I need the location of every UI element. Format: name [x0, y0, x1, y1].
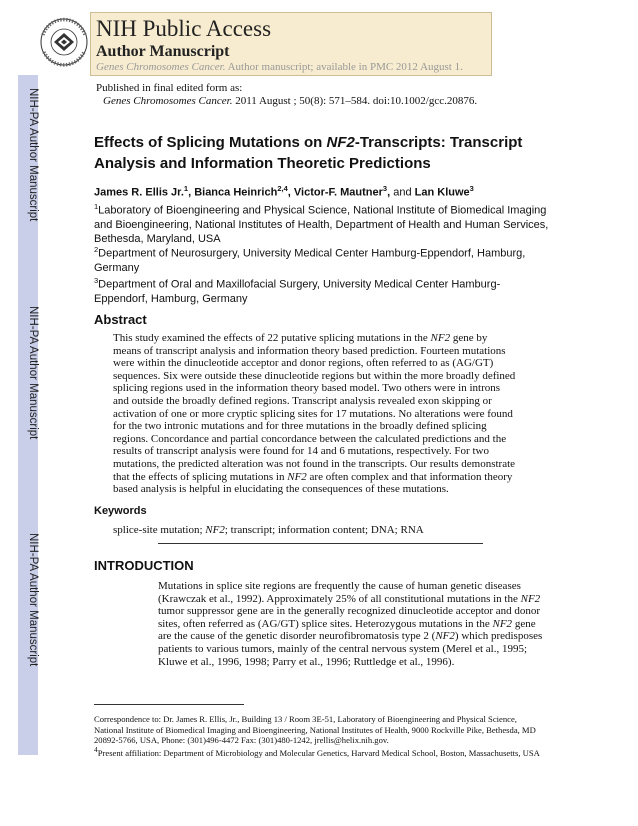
affiliation-3	[94, 274, 554, 306]
intro-part-3: gene are the cause of the genetic disorder neurofibromatosis type 2 (	[158, 617, 536, 643]
author-name: James R. Ellis Jr.	[94, 186, 184, 199]
affiliation-1	[94, 200, 554, 246]
authors-and: and	[393, 186, 415, 199]
affiliation-sup: 2	[94, 245, 99, 254]
nih-public-access-title: NIH Public Access	[96, 16, 272, 41]
sidebar-label-1: NIH-PA Author Manuscript	[27, 88, 39, 222]
keywords-part-1: splice-site mutation;	[113, 524, 206, 536]
affiliation-text: Department of Neurosurgery, University Medical Center Hamburg-Eppendorf, Hamburg, Germany	[94, 247, 526, 274]
abstract-part-3: are often complex and that information theory based analysis is helpful in elucidating the consequences of these mutations.	[113, 470, 513, 496]
author-name: Bianca Heinrich	[194, 186, 278, 199]
footnote-sup: 4	[94, 745, 98, 754]
citation-journal: Genes Chromosomes Cancer.	[103, 95, 233, 107]
affiliation-text: Laboratory of Bioengineering and Physical Science, National Institute of Biomedical Imaging and Bioengineering, National Institutes of Health, Department of Health and Human Services, Bethesda, Maryland, USA	[94, 204, 549, 245]
author-sup: 3	[382, 184, 388, 193]
sidebar-label-3: NIH-PA Author Manuscript	[27, 533, 39, 667]
intro-part-1: Mutations in splice site regions are frequently the cause of human genetic diseases (Krawczak et al., 1992). Approximately 25% of all constitutional mutations in the	[158, 580, 521, 605]
footnote-text: Present affiliation: Department of Microbiology and Molecular Genetics, Harvard Medical School, Boston, Massachusetts, USA	[97, 747, 540, 758]
author-manuscript-label: Author Manuscript	[96, 43, 230, 60]
title-gene: NF2	[326, 134, 355, 151]
abstract-part-1: This study examined the effects of 22 putative splicing mutations in the	[113, 332, 431, 344]
introduction-text	[158, 580, 543, 668]
keywords-divider	[158, 543, 483, 544]
abstract-part-2: gene by means of transcript analysis and information theory based prediction. Fourteen mutations were within the dinucleotide acceptor and donor regions, often referred to as (AG/GT) sequences. Six were outside these dinucleotide regions but within the more broadly defined splicing regions used in the information theory based model. Two others were in introns and outside the broadly defined regions. Transcript analysis revealed exon skipping or activation of one or more cryptic splicing sites for 17 mutations. No alterations were found for the two intronic mutations and for three mutations in the broadly defined splicing regions. Concordance and partial concordance between the calculated predictions and the results of transcript analysis were found for 14 and 6 mutations, respectively. For two mutations, the predicted alteration was not found in the transcripts. Our results demonstrate that the effects of splicing mutations in	[113, 332, 516, 483]
affiliation-footnote	[94, 745, 544, 758]
keywords-heading: Keywords	[94, 505, 147, 517]
article-title	[94, 132, 564, 174]
author-sup: 1	[183, 184, 189, 193]
journal-name: Genes Chromosomes Cancer.	[96, 61, 226, 73]
nih-logo-icon	[38, 14, 90, 74]
affiliation-2	[94, 243, 554, 275]
intro-gene-1: NF2	[520, 592, 541, 605]
citation-details: 2011 August ; 50(8): 571–584. doi:10.1002/gcc.20876.	[232, 95, 478, 107]
abstract-gene-1: NF2	[430, 332, 451, 344]
title-part-1: Effects of Splicing Mutations on	[94, 134, 327, 151]
author-name: Victor-F. Mautner	[293, 186, 383, 199]
availability-text: Author manuscript; available in PMC 2012 August 1.	[225, 61, 463, 73]
citation	[103, 95, 477, 107]
affiliation-text: Department of Oral and Maxillofacial Surgery, University Medical Center Hamburg-Eppendorf, Hamburg, Germany	[94, 278, 501, 305]
intro-gene-2: NF2	[492, 617, 513, 630]
author-name: Lan Kluwe	[414, 186, 470, 199]
intro-part-4: ) which predisposes patients to various tumors, mainly of the central nervous system (Merel et al., 1995; Kluwe et al., 1996, 1998; Parry et al., 1996; Ruttledge et al., 1996).	[158, 630, 543, 668]
abstract-gene-2: NF2	[287, 470, 307, 483]
author-sup: 3	[469, 184, 474, 193]
footnote-divider	[94, 704, 244, 705]
title-part-2: -Transcripts: Transcript Analysis and Information Theoretic Predictions	[94, 134, 523, 172]
keywords-part-2: ; transcript; information content; DNA; RNA	[224, 524, 424, 536]
availability-note	[96, 61, 463, 73]
keywords-text	[113, 524, 518, 537]
author-list: James R. Ellis Jr.$^1$, Bianca Heinrich$^{2,4}$, Victor-F. Mautner$^3$, and Lan Kluwe$^3$	[94, 184, 474, 199]
abstract-heading: Abstract	[94, 312, 147, 327]
affiliation-sup: 3	[94, 276, 99, 285]
introduction-heading: INTRODUCTION	[94, 558, 194, 573]
affiliation-sup: 1	[94, 202, 99, 211]
correspondence-footnote: Correspondence to: Dr. James R. Ellis, Jr., Building 13 / Room 3E-51, Laboratory of Bioengineering and Physical Science, National Institute of Biomedical Imaging and Bioengineering, National Institutes of Health, 9000 Rockville Pike, Bethesda, MD 20892-5766, USA, Phone: (301)496-4472 Fax: (301)480-1242, jrellis@helix.nih.gov.	[94, 714, 536, 745]
keywords-gene: NF2	[205, 524, 225, 536]
intro-gene-3: NF2	[435, 630, 455, 643]
author-sup: 2,4	[277, 184, 288, 193]
intro-part-2: tumor suppressor gene are in the generally recognized dinucleotide acceptor and donor sites, often referred as (AG/GT) splice sites. Heterozygous mutations in the	[158, 605, 541, 630]
sidebar-label-2: NIH-PA Author Manuscript	[27, 306, 39, 440]
published-label: Published in final edited form as:	[96, 82, 243, 94]
abstract-text	[113, 332, 518, 496]
